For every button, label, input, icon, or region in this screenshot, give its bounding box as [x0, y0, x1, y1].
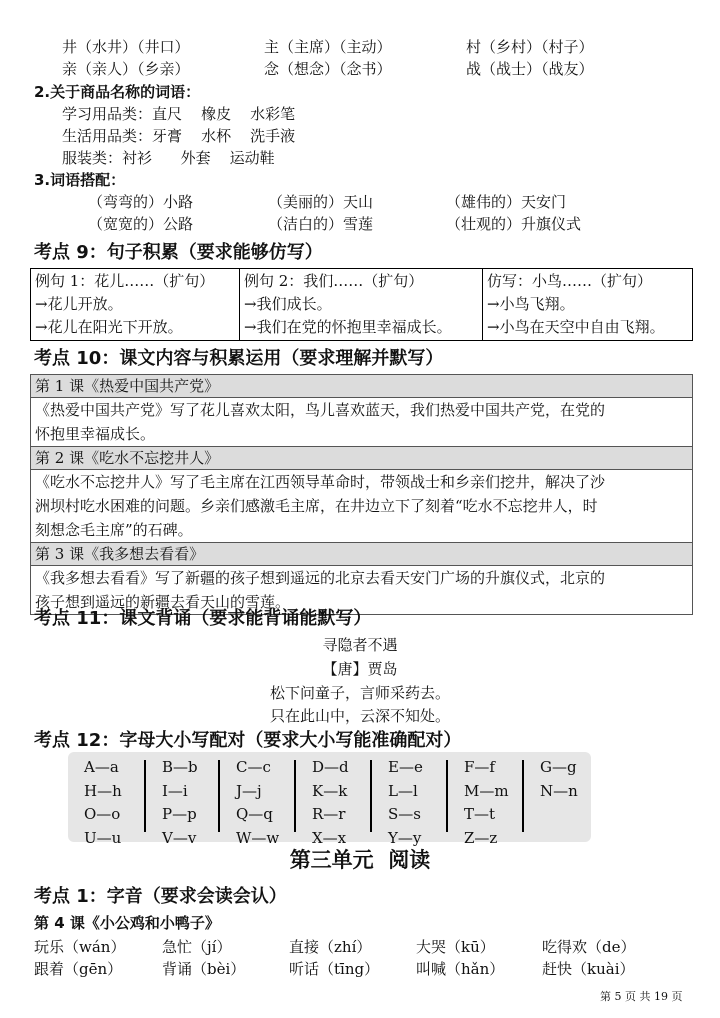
vocab-cell: 战（战士）（战友）: [466, 60, 594, 78]
alphabet-column: [236, 756, 279, 850]
example-cell-1: 例句 1：花儿……（扩句） →花儿开放。 →花儿在阳光下开放。: [31, 269, 240, 341]
letter-pair: X—x: [312, 828, 347, 847]
collocation-cell: （美丽的）天山: [268, 193, 374, 211]
letter-pair: U—u: [84, 828, 122, 847]
letter-pair: N—n: [540, 781, 578, 800]
letter-pair: D—d: [312, 758, 349, 776]
example-cell-3: 仿写：小鸟……（扩句） →小鸟飞翔。 →小鸟在天空中自由飞翔。: [483, 269, 693, 341]
example-sentence-table: [30, 268, 693, 341]
collocation-cell: （壮观的）升旗仪式: [446, 215, 582, 233]
pinyin-word: 玩乐（wán）: [34, 938, 126, 956]
letter-pair: V—v: [162, 828, 197, 847]
pinyin-word: 吃得欢（de）: [542, 938, 636, 956]
letter-pair: L—l: [388, 781, 418, 800]
column-divider: [370, 760, 372, 832]
collocation-cell: （宽宽的）公路: [88, 215, 194, 233]
poem-line: 只在此山中，云深不知处。: [269, 707, 450, 725]
lesson-summary-box: [30, 374, 693, 615]
letter-pair: J—j: [236, 781, 262, 800]
poem-line: 松下问童子，言师采药去。: [269, 684, 450, 702]
column-divider: [218, 760, 220, 832]
column-divider: [446, 760, 448, 832]
column-divider: [522, 760, 524, 832]
letter-pair: B—b: [162, 758, 198, 776]
alphabet-column: [388, 756, 423, 850]
point11-heading: 考点 11：课文背诵（要求能背诵能默写）: [34, 608, 372, 629]
lesson-title: 第 3 课《我多想去看看》: [31, 543, 692, 566]
example-cell-2: 例句 2：我们……（扩句） →我们成长。 →我们在党的怀抱里幸福成长。: [240, 269, 483, 341]
letter-pair: C—c: [236, 758, 271, 776]
point12-heading: 考点 12：字母大小写配对（要求大小写能准确配对）: [34, 730, 462, 751]
alphabet-column: [84, 756, 122, 850]
vocab-cell: 亲（亲人）（乡亲）: [62, 60, 190, 78]
lesson4-title: 第 4 课《小公鸡和小鸭子》: [34, 914, 220, 932]
lesson-title: 第 2 课《吃水不忘挖井人》: [31, 447, 692, 470]
goods-title: 2.关于商品名称的词语：: [34, 83, 201, 101]
collocation-cell: （雄伟的）天安门: [446, 193, 567, 211]
vocab-cell: 主（主席）（主动）: [264, 38, 392, 56]
letter-pair: S—s: [388, 805, 421, 823]
lesson-body: 《热爱中国共产党》写了花儿喜欢太阳，鸟儿喜欢蓝天，我们热爱中国共产党，在党的 怀抱里幸福成长。: [31, 398, 692, 447]
letter-pair: Q—q: [236, 805, 273, 823]
pinyin-word: 背诵（bèi）: [162, 960, 246, 978]
collocation-cell: （弯弯的）小路: [88, 193, 194, 211]
vocab-cell: 井（水井）（井口）: [62, 38, 190, 56]
pinyin-word: 跟着（gēn）: [34, 960, 123, 978]
pinyin-word: 大哭（kū）: [416, 938, 495, 956]
alphabet-column: [540, 756, 578, 803]
point9-heading: 考点 9：句子积累（要求能够仿写）: [34, 242, 323, 263]
vocab-cell: 村（乡村）（村子）: [466, 38, 594, 56]
letter-pair: H—h: [84, 781, 122, 800]
pinyin-word: 赶快（kuài）: [542, 960, 635, 978]
alphabet-column: [312, 756, 349, 850]
point1-heading: 考点 1：字音（要求会读会认）: [34, 886, 287, 907]
goods-line: 学习用品类：直尺 橡皮 水彩笔: [62, 105, 296, 123]
goods-line: 生活用品类：牙膏 水杯 洗手液: [62, 127, 296, 145]
unit-heading: 第三单元 阅读: [289, 848, 431, 872]
letter-pair: G—g: [540, 758, 577, 776]
alphabet-column: [162, 756, 198, 850]
point10-heading: 考点 10：课文内容与积累运用（要求理解并默写）: [34, 348, 444, 369]
letter-pair: P—p: [162, 805, 197, 823]
letter-pair: W—w: [236, 828, 280, 847]
lesson-title: 第 1 课《热爱中国共产党》: [31, 375, 692, 398]
alphabet-pairs-box: [68, 752, 591, 847]
poem-title: 寻隐者不遇: [322, 636, 398, 654]
letter-pair: R—r: [312, 805, 346, 823]
letter-pair: O—o: [84, 805, 121, 823]
letter-pair: A—a: [84, 758, 119, 776]
letter-pair: M—m: [464, 781, 509, 800]
letter-pair: I—i: [162, 781, 188, 800]
pinyin-word: 急忙（jí）: [162, 938, 232, 956]
goods-line: 服装类：衬衫 外套 运动鞋: [62, 149, 275, 167]
letter-pair: Z—z: [464, 828, 498, 847]
letter-pair: K—k: [312, 781, 348, 800]
pinyin-word: 直接（zhí）: [289, 938, 372, 956]
page-number: 第 5 页 共 19 页: [600, 990, 683, 1003]
letter-pair: Y—y: [388, 828, 422, 847]
lesson-body: 《我多想去看看》写了新疆的孩子想到遥远的北京去看天安门广场的升旗仪式，北京的 孩子想到遥远的新疆去看天山的雪莲。: [35, 569, 606, 611]
column-divider: [144, 760, 146, 832]
collocation-title: 3.词语搭配：: [34, 171, 126, 189]
alphabet-column: [464, 756, 509, 850]
vocab-cell: 念（想念）（念书）: [264, 60, 392, 78]
collocation-cell: （洁白的）雪莲: [268, 215, 374, 233]
letter-pair: E—e: [388, 758, 423, 776]
letter-pair: F—f: [464, 758, 495, 776]
poem-author: 【唐】贾岛: [322, 660, 398, 678]
letter-pair: T—t: [464, 805, 496, 823]
pinyin-word: 听话（tīng）: [289, 960, 380, 978]
column-divider: [294, 760, 296, 832]
pinyin-word: 叫喊（hǎn）: [416, 960, 505, 978]
lesson-body: 《吃水不忘挖井人》写了毛主席在江西领导革命时，带领战士和乡亲们挖井，解决了沙 洲坝村吃水困难的问题。乡亲们感激毛主席，在井边立下了刻着“吃水不忘挖井人，时 刻想念毛主席”的石碑。: [31, 470, 692, 543]
